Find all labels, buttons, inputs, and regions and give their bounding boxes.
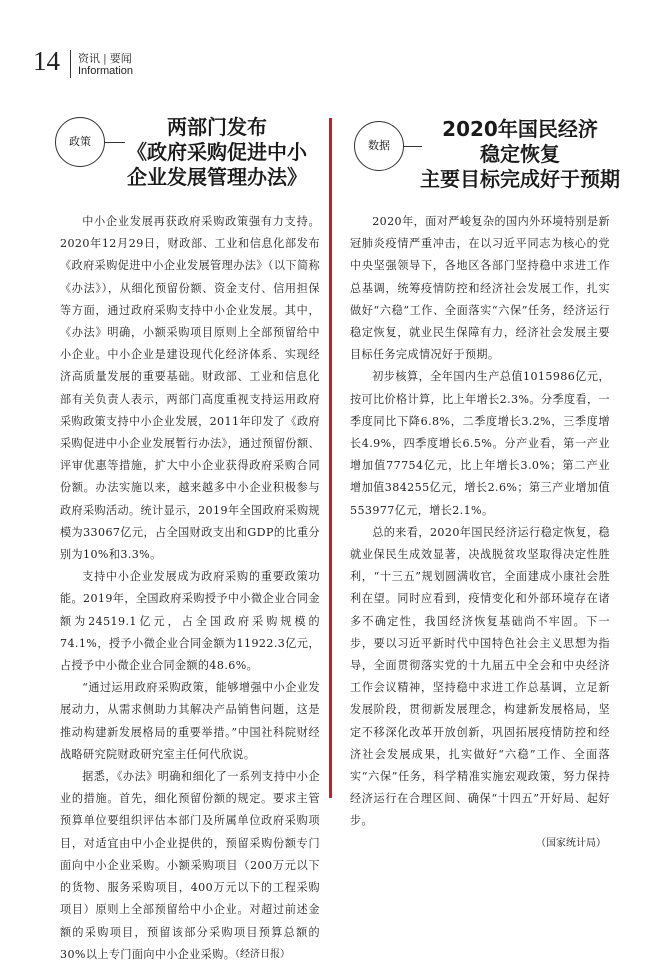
tag-badge: 数据 xyxy=(354,121,404,171)
article-heading xyxy=(60,105,320,197)
column-divider xyxy=(329,118,332,798)
paragraph: 初步核算，全年国内生产总值1015986亿元，按可比价格计算，比上年增长2.3%。分季度看，一季度同比下降6.8%，二季度增长3.2%，三季度增长4.9%，四季度增长6.5%。分产业看，第一产业增加值77754亿元，比上年增长3.0%；第二产业增加值384255亿元，增长2.6%；第三产业增加值553977亿元，增长2.1%。 xyxy=(350,370,610,517)
page-header xyxy=(0,0,650,95)
section-english: Information xyxy=(78,65,134,77)
header-section xyxy=(78,50,132,66)
article-title xyxy=(420,117,620,192)
title-line: 企业发展管理办法》 xyxy=(127,165,307,189)
section-separator: | xyxy=(103,52,107,65)
article-body xyxy=(60,211,320,966)
title-line: 主要目标完成好于预期 xyxy=(420,167,620,191)
paragraph: 中小企业发展再获政府采购政策强有力支持。2020年12月29日，财政部、工业和信息化部发布《政府采购促进中小企业发展管理办法》（以下简称《办法》），从细化预留份额、资金支付、信用担保等方面，通过政府采购支持中小企业发展。其中，《办法》明确，小额采购项目原则上全部预留给中小企业。中小企业是建设现代化经济体系、实现经济高质量发展的重要基础。财政部、工业和信息化部有关负责人表示，两部门高度重视支持运用政府采购政策支持中小企业发展，2011年印发了《政府采购促进中小企业发展暂行办法》，通过预留份额、评审优惠等措施，扩大中小企业获得政府采购合同份额。办法实施以来，越来越多中小企业积极参与政府采购活动。统计显示，2019年全国政府采购规模为33067亿元，占全国财政支出和GDP的比重分别为10%和3.3%。 xyxy=(60,215,320,562)
title-line: 《政府采购促进中小 xyxy=(127,140,307,164)
data-article xyxy=(350,105,620,855)
paragraph: 据悉，《办法》明确和细化了一系列支持中小企业的措施。首先，细化预留份额的规定。要求主管预算单位要组织评估本部门及所属单位政府采购项目，对适宜由中小企业提供的，预留采购份额专门面向中小企业采购。小额采购项目（200万元以下的货物、服务采购项目，400万元以下的工程采购项目）原则上全部预留给中小企业。对超过前述金额的采购项目，预留该部分采购项目预算总额的30%以上专门面向中小企业采购。 xyxy=(60,770,320,961)
title-line: 两部门发布 xyxy=(167,115,267,139)
header-divider xyxy=(70,50,71,78)
section-label: 资讯 xyxy=(78,52,100,65)
policy-article xyxy=(60,105,320,966)
paragraph: 支持中小企业发展成为政府采购的重要政策功能。2019年，全国政府采购授予中小微企业合同金额为24519.1亿元，占全国政府采购规模的74.1%，授予小微企业合同金额为11922.3亿元，占授予中小微企业合同金额的48.6%。 xyxy=(60,570,320,673)
article-source: （国家统计局） xyxy=(536,837,606,849)
article-source: （经济日报） xyxy=(230,948,290,960)
tag-badge: 政策 xyxy=(55,117,105,167)
title-line: 2020年国民经济 xyxy=(442,117,598,141)
page-number: 14 xyxy=(33,46,60,76)
paragraph: 总的来看，2020年国民经济运行稳定恢复，稳就业保民生成效显著，决战脱贫攻坚取得决定性胜利，“十三五”规划圆满收官，全面建成小康社会胜利在望。同时应看到，疫情变化和外部环境存在诸多不确定性，我国经济恢复基础尚不牢固。下一步，要以习近平新时代中国特色社会主义思想为指导，全面贯彻落实党的十九届五中全会和中央经济工作会议精神，坚持稳中求进工作总基调，立足新发展阶段，贯彻新发展理念，构建新发展格局，坚定不移深化改革开放创新，巩固拓展疫情防控和经济社会发展成果，扎实做好“六稳”工作、全面落实“六保”任务，科学精准实施宏观政策，努力保持经济运行在合理区间、确保“十四五”开好局、起好步。 xyxy=(350,525,610,828)
article-heading xyxy=(350,105,620,197)
paragraph: 2020年，面对严峻复杂的国内外环境特别是新冠肺炎疫情严重冲击，在以习近平同志为核心的党中央坚强领导下，各地区各部门坚持稳中求进工作总基调，统筹疫情防控和经济社会发展工作，扎实做好“六稳”工作、全面落实“六保”任务，经济运行稳定恢复，就业民生保障有力，经济社会发展主要目标任务完成情况好于预期。 xyxy=(350,215,610,362)
article-body xyxy=(350,211,610,833)
title-line: 稳定恢复 xyxy=(480,142,560,166)
subsection-label: 要闻 xyxy=(109,52,132,65)
article-title xyxy=(122,115,312,190)
paragraph: “通过运用政府采购政策，能够增强中小企业发展动力，从需求侧助力其解决产品销售问题，这是推动构建新发展格局的重要举措。”中国社科院财经战略研究院财政研究室主任何代欣说。 xyxy=(60,681,320,761)
